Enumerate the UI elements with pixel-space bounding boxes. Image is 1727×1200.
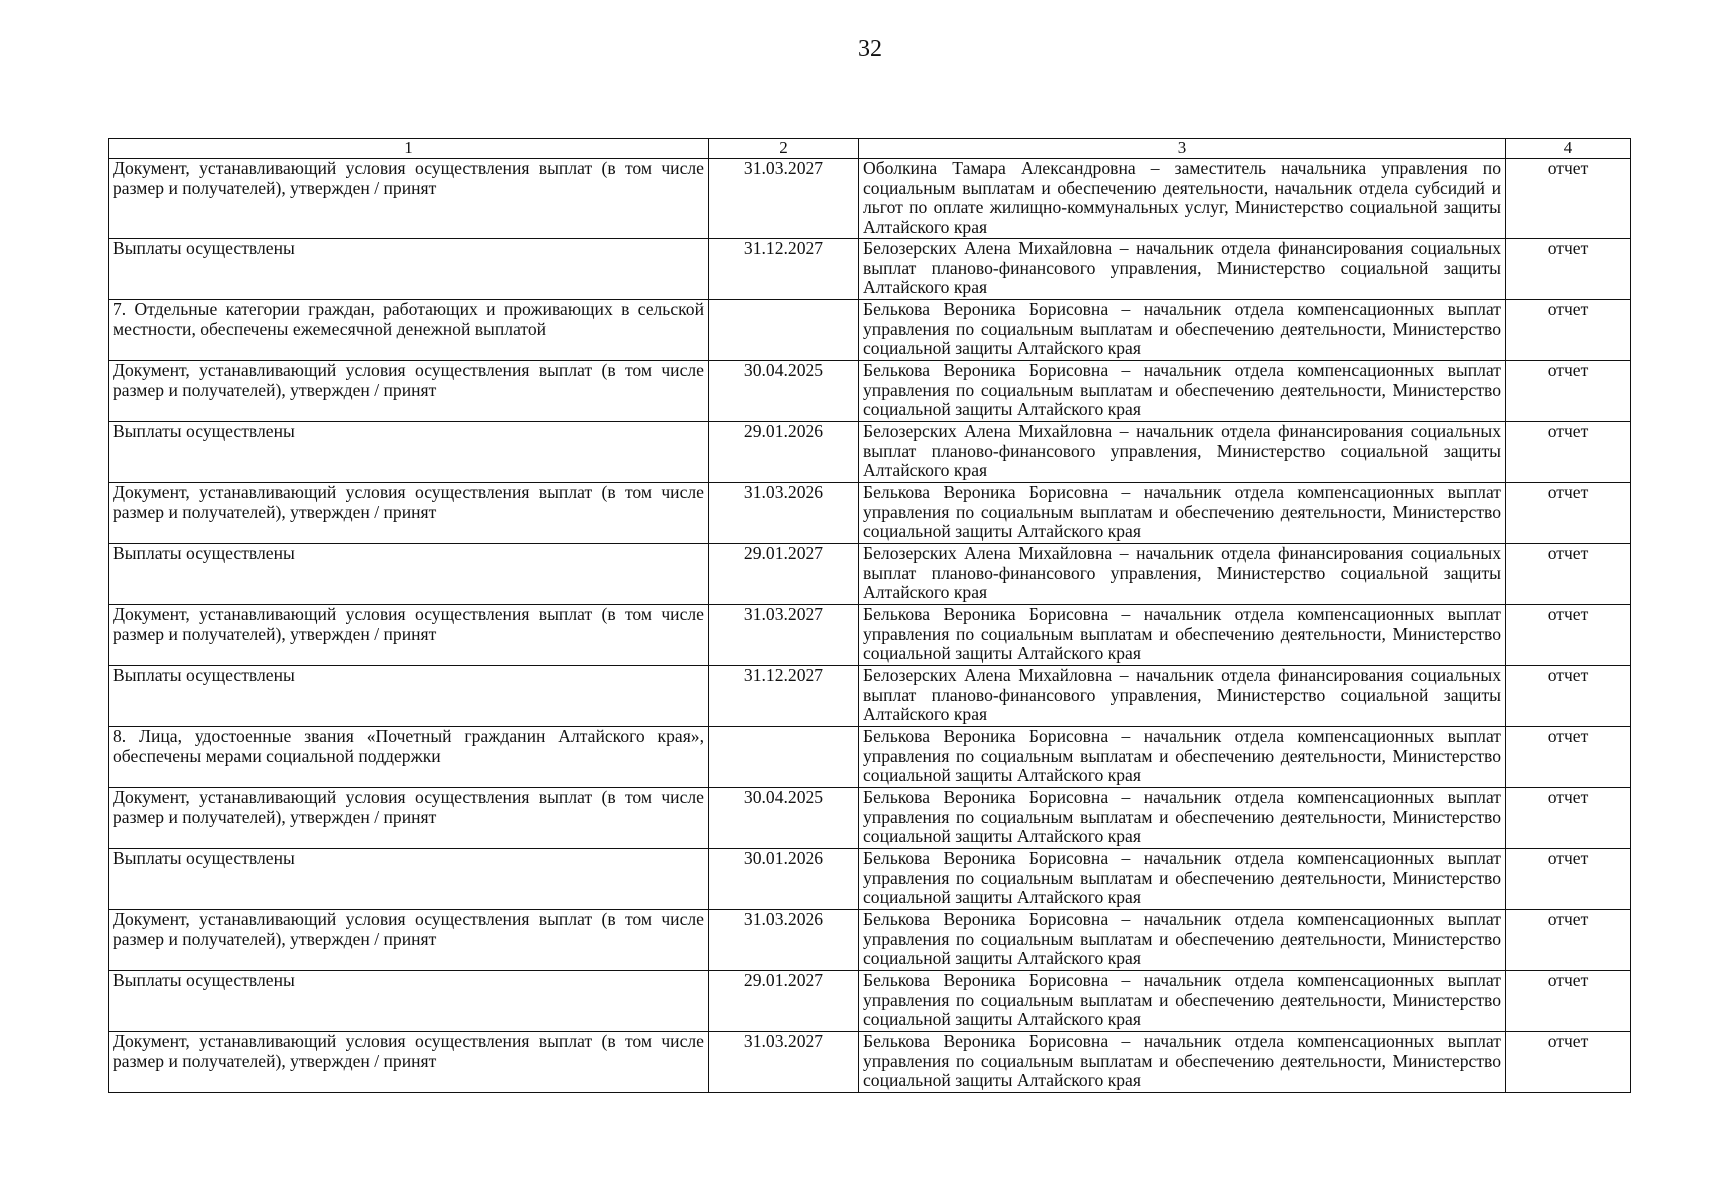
- event-cell: Документ, устанавливающий условия осуществления выплат (в том числе размер и получателей), утвержден / принят: [109, 910, 709, 971]
- report-type-cell: отчет: [1506, 544, 1631, 605]
- date-cell: 29.01.2027: [709, 971, 859, 1032]
- responsible-cell: Белькова Вероника Борисовна – начальник отдела компенсационных выплат управления по социальным выплатам и обеспечению деятельности, Министерство социальной защиты Алтайского края: [859, 1032, 1506, 1093]
- responsible-cell: Белькова Вероника Борисовна – начальник отдела компенсационных выплат управления по социальным выплатам и обеспечению деятельности, Министерство социальной защиты Алтайского края: [859, 910, 1506, 971]
- responsible-cell: Белькова Вероника Борисовна – начальник отдела компенсационных выплат управления по социальным выплатам и обеспечению деятельности, Министерство социальной защиты Алтайского края: [859, 361, 1506, 422]
- table-row: [109, 971, 1631, 1032]
- table-row: [109, 666, 1631, 727]
- event-cell: Выплаты осуществлены: [109, 422, 709, 483]
- table-row: [109, 910, 1631, 971]
- responsible-cell: Белькова Вероника Борисовна – начальник отдела компенсационных выплат управления по социальным выплатам и обеспечению деятельности, Министерство социальной защиты Алтайского края: [859, 971, 1506, 1032]
- table-row: [109, 727, 1631, 788]
- report-type-cell: отчет: [1506, 361, 1631, 422]
- responsible-cell: Белькова Вероника Борисовна – начальник отдела компенсационных выплат управления по социальным выплатам и обеспечению деятельности, Министерство социальной защиты Алтайского края: [859, 788, 1506, 849]
- date-cell: 31.03.2026: [709, 910, 859, 971]
- header-col-3: 3: [859, 139, 1506, 159]
- table-row: [109, 300, 1631, 361]
- event-cell: Выплаты осуществлены: [109, 544, 709, 605]
- date-cell: 29.01.2026: [709, 422, 859, 483]
- responsible-cell: Белозерских Алена Михайловна – начальник отдела финансирования социальных выплат планово-финансового управления, Министерство социальной защиты Алтайского края: [859, 544, 1506, 605]
- table-row: [109, 239, 1631, 300]
- date-cell: 31.12.2027: [709, 239, 859, 300]
- page-number: 32: [858, 36, 882, 62]
- table-row: [109, 483, 1631, 544]
- document-table: [108, 138, 1631, 1093]
- responsible-cell: Белозерских Алена Михайловна – начальник отдела финансирования социальных выплат планово-финансового управления, Министерство социальной защиты Алтайского края: [859, 239, 1506, 300]
- report-type-cell: отчет: [1506, 1032, 1631, 1093]
- event-cell: Выплаты осуществлены: [109, 849, 709, 910]
- report-type-cell: отчет: [1506, 239, 1631, 300]
- report-type-cell: отчет: [1506, 788, 1631, 849]
- table-header-row: [109, 139, 1631, 159]
- date-cell: [709, 727, 859, 788]
- date-cell: 31.03.2027: [709, 159, 859, 239]
- report-type-cell: отчет: [1506, 605, 1631, 666]
- report-type-cell: отчет: [1506, 422, 1631, 483]
- report-type-cell: отчет: [1506, 910, 1631, 971]
- event-cell: Выплаты осуществлены: [109, 239, 709, 300]
- report-type-cell: отчет: [1506, 483, 1631, 544]
- date-cell: 30.04.2025: [709, 361, 859, 422]
- date-cell: 30.04.2025: [709, 788, 859, 849]
- table-row: [109, 605, 1631, 666]
- responsible-cell: Белозерских Алена Михайловна – начальник отдела финансирования социальных выплат планово-финансового управления, Министерство социальной защиты Алтайского края: [859, 422, 1506, 483]
- date-cell: 31.12.2027: [709, 666, 859, 727]
- table-row: [109, 361, 1631, 422]
- report-type-cell: отчет: [1506, 300, 1631, 361]
- responsible-cell: Белькова Вероника Борисовна – начальник отдела компенсационных выплат управления по социальным выплатам и обеспечению деятельности, Министерство социальной защиты Алтайского края: [859, 849, 1506, 910]
- event-cell: Выплаты осуществлены: [109, 666, 709, 727]
- table-row: [109, 159, 1631, 239]
- date-cell: 29.01.2027: [709, 544, 859, 605]
- date-cell: [709, 300, 859, 361]
- table-row: [109, 1032, 1631, 1093]
- table-row: [109, 544, 1631, 605]
- responsible-cell: Белькова Вероника Борисовна – начальник отдела компенсационных выплат управления по социальным выплатам и обеспечению деятельности, Министерство социальной защиты Алтайского края: [859, 483, 1506, 544]
- header-col-4: 4: [1506, 139, 1631, 159]
- date-cell: 30.01.2026: [709, 849, 859, 910]
- table-row: [109, 788, 1631, 849]
- date-cell: 31.03.2027: [709, 605, 859, 666]
- header-col-1: 1: [109, 139, 709, 159]
- event-cell: Документ, устанавливающий условия осуществления выплат (в том числе размер и получателей), утвержден / принят: [109, 361, 709, 422]
- event-cell: Документ, устанавливающий условия осуществления выплат (в том числе размер и получателей), утвержден / принят: [109, 159, 709, 239]
- report-type-cell: отчет: [1506, 159, 1631, 239]
- event-cell: 8. Лица, удостоенные звания «Почетный гражданин Алтайского края», обеспечены мерами социальной поддержки: [109, 727, 709, 788]
- responsible-cell: Оболкина Тамара Александровна – заместитель начальника управления по социальным выплатам и обеспечению деятельности, начальник отдела субсидий и льгот по оплате жилищно-коммунальных услуг, Министерство социальной защиты Алтайского края: [859, 159, 1506, 239]
- report-type-cell: отчет: [1506, 971, 1631, 1032]
- responsible-cell: Белькова Вероника Борисовна – начальник отдела компенсационных выплат управления по социальным выплатам и обеспечению деятельности, Министерство социальной защиты Алтайского края: [859, 727, 1506, 788]
- date-cell: 31.03.2026: [709, 483, 859, 544]
- event-cell: Выплаты осуществлены: [109, 971, 709, 1032]
- event-cell: 7. Отдельные категории граждан, работающих и проживающих в сельской местности, обеспечены ежемесячной денежной выплатой: [109, 300, 709, 361]
- event-cell: Документ, устанавливающий условия осуществления выплат (в том числе размер и получателей), утвержден / принят: [109, 788, 709, 849]
- report-type-cell: отчет: [1506, 666, 1631, 727]
- event-cell: Документ, устанавливающий условия осуществления выплат (в том числе размер и получателей), утвержден / принят: [109, 483, 709, 544]
- header-col-2: 2: [709, 139, 859, 159]
- report-type-cell: отчет: [1506, 727, 1631, 788]
- responsible-cell: Белькова Вероника Борисовна – начальник отдела компенсационных выплат управления по социальным выплатам и обеспечению деятельности, Министерство социальной защиты Алтайского края: [859, 300, 1506, 361]
- responsible-cell: Белькова Вероника Борисовна – начальник отдела компенсационных выплат управления по социальным выплатам и обеспечению деятельности, Министерство социальной защиты Алтайского края: [859, 605, 1506, 666]
- table-row: [109, 422, 1631, 483]
- report-type-cell: отчет: [1506, 849, 1631, 910]
- responsible-cell: Белозерских Алена Михайловна – начальник отдела финансирования социальных выплат планово-финансового управления, Министерство социальной защиты Алтайского края: [859, 666, 1506, 727]
- event-cell: Документ, устанавливающий условия осуществления выплат (в том числе размер и получателей), утвержден / принят: [109, 1032, 709, 1093]
- event-cell: Документ, устанавливающий условия осуществления выплат (в том числе размер и получателей), утвержден / принят: [109, 605, 709, 666]
- date-cell: 31.03.2027: [709, 1032, 859, 1093]
- table-row: [109, 849, 1631, 910]
